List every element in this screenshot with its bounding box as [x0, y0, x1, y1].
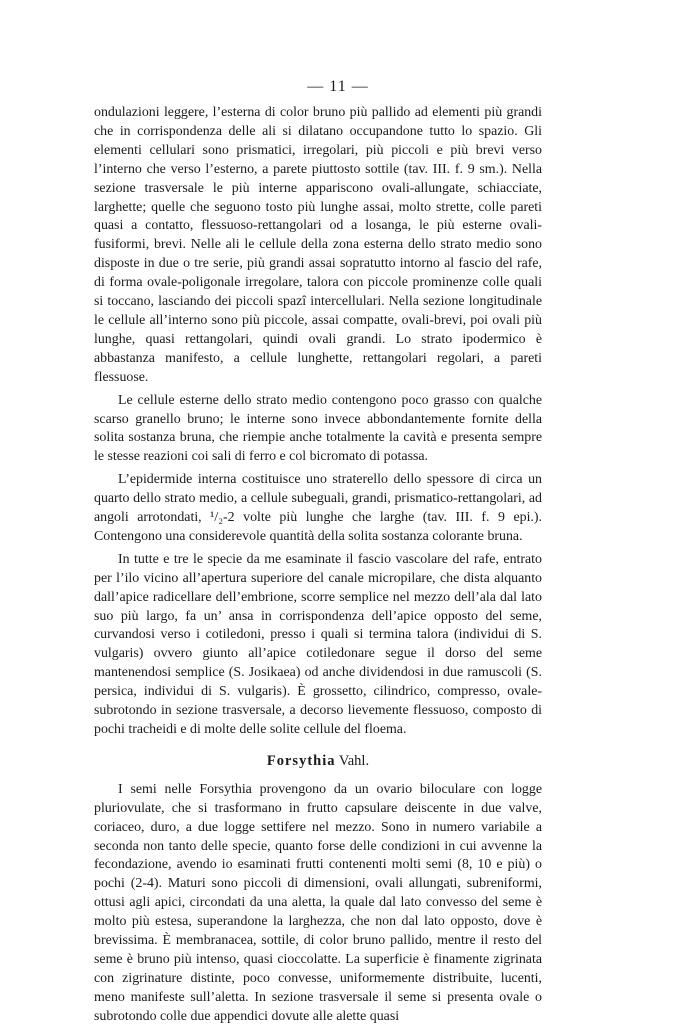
section-genus: Forsythia — [266, 752, 336, 769]
text-body — [94, 104, 542, 1027]
paragraph-1: ondulazioni leggere, l’esterna di color bruno più pallido ad elementi più grandi che in corrispondenza delle ali si dilatano occupandone tutto lo spazio. Gli elementi cellulari sono prismatici, irregolari, più piccoli e più brevi verso l’interno che verso l’esterno, a parete piuttosto sottile (tav. III. f. 9 sm.). Nella sezione trasversale le più interne appariscono ovali-allungate, schiacciate, larghette; quelle che seguono tosto più lunghe assai, molto strette, colle pareti quasi a contatto, flessuoso-rettangolari od a losanga, le più esterne ovali-fusiformi, brevi. Nelle ali le cellule della zona esterna dello strato medio sono disposte in due o tre serie, più grandi assai sopratutto intorno al fascio del rafe, di forma ovale-poligonale irregolare, talora con piccole prominenze colle quali si toccano, lasciando dei piccoli spazî intercellulari. Nella sezione longitudinale le cellule all’interno sono più piccole, assai compatte, ovali-brevi, poi ovali più lunghe, quasi rettangolari, quindi ovali grandi. Lo strato ipodermico è abbastanza manifesto, a cellule lunghette, rettangolari regolari, a pareti flessuose. — [94, 105, 542, 385]
paragraph-4: In tutte e tre le specie da me esaminate il fascio vascolare del rafe, entrato per l’ilo vicino all’apertura superiore del canale micropilare, che dista alquanto dall’apice radicellare dell’embrione, scorre semplice nel mezzo dell’ala dal lato suo più largo, fa un’ ansa in corrispondenza dell’apice opposto del seme, curvandosi verso i cotiledoni, presso i quali si termina talora (individui di S. vulgaris) ovvero giunto all’apice cotiledonare segue il dorso del seme mantenendosi semplice (S. Josikaea) od anche dividendosi in due ramuscoli (S. persica, individui di S. vulgaris). È grossetto, cilindrico, compresso, ovale-subrotondo in sezione trasversale, a decorso lievemente flessuoso, composto di pochi tracheidi e di molte delle solite cellule del floema. — [94, 551, 542, 737]
section-heading — [94, 752, 542, 771]
page-number: — 11 — — [307, 78, 369, 95]
paragraph-2: Le cellule esterne dello strato medio contengono poco grasso con qualche scarso granello bruno; le interne sono invece abbondantemente fornite della solita sostanza bruna, che riempie anche totalmente la cavità e presenta sempre le stesse reazioni coi sali di ferro e col bicromato di potassa. — [94, 392, 542, 465]
paragraph-3: L’epidermide interna costituisce uno straterello dello spessore di circa un quarto dello strato medio, a cellule subeguali, grandi, prismatico-rettangolari, ad angoli arrotondati, ¹/₂-2 volte più lunghe che larghe (tav. III. f. 9 epi.). Contengono una considerevole quantità della solita sostanza colorante bruna. — [94, 472, 542, 544]
section-author: Vahl. — [338, 752, 370, 769]
paragraph-5: I semi nelle Forsythia provengono da un ovario biloculare con logge pluriovulate, che si trasformano in frutto capsulare deiscente in due valve, coriaceo, duro, a due logge settifere nel mezzo. Sono in numero variabile a seconda non tanto delle specie, quanto forse delle condizioni in cui avvenne la fecondazione, avendo io esaminati frutti contenenti molti semi (8, 10 e più) o pochi (2-4). Maturi sono piccoli di dimensioni, ovali allungati, subreniformi, ottusi agli apici, circondati da una aletta, la quale dal lato convesso del seme è molto più estesa, superandone la larghezza, che non dal lato opposto, dove è brevissima. È membranacea, sottile, di color bruno pallido, mentre il resto del seme è bruno più intenso, quasi cioccolatte. La superficie è finamente zigrinata con zigrinature distinte, poco convesse, uniformemente distribuite, lucenti, meno manifeste sull’aletta. In sezione trasversale il seme si presenta ovale o subrotondo colle due appendici dovute alle alette quasi — [94, 781, 542, 1024]
